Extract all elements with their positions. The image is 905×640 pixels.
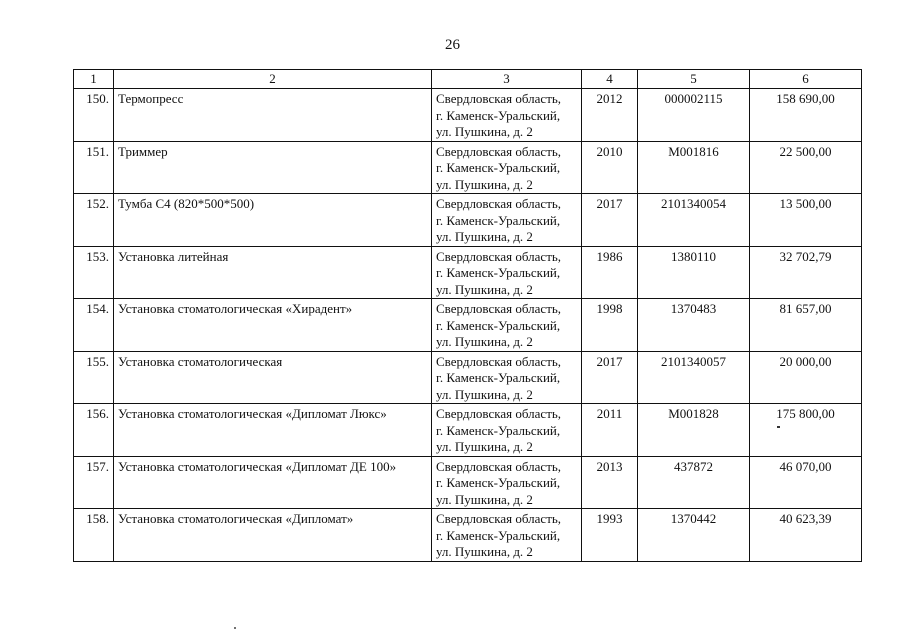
address-line: Свердловская область, [436, 511, 562, 526]
address-line: ул. Пушкина, д. 2 [436, 124, 533, 139]
year-cell: 2017 [582, 194, 638, 247]
address-line: г. Каменск-Уральский, [436, 265, 561, 280]
row-number-cell: 151. [74, 141, 114, 194]
header-row [74, 70, 862, 89]
row-number-cell: 153. [74, 246, 114, 299]
item-name-cell: Установка стоматологическая «Дипломат» [114, 509, 432, 562]
address-line: г. Каменск-Уральский, [436, 475, 561, 490]
address-line: ул. Пушкина, д. 2 [436, 544, 533, 559]
address-line: Свердловская область, [436, 143, 562, 159]
address-line: ул. Пушкина, д. 2 [436, 334, 533, 349]
table-row [74, 194, 862, 247]
cost-cell: 13 500,00 [750, 194, 862, 247]
address-cell [432, 456, 582, 509]
row-number-cell: 155. [74, 351, 114, 404]
table-row [74, 404, 862, 457]
row-number-cell: 158. [74, 509, 114, 562]
inventory-number-cell: М001828 [638, 404, 750, 457]
address-line: Свердловская область, [436, 458, 562, 474]
address-cell [432, 194, 582, 247]
cost-cell: 158 690,00 [750, 89, 862, 142]
year-cell: 1993 [582, 509, 638, 562]
cost-cell: 46 070,00 [750, 456, 862, 509]
inventory-table [73, 69, 862, 562]
table-row [74, 246, 862, 299]
item-name-cell: Термопресс [114, 89, 432, 142]
table-header [74, 70, 862, 89]
item-name-cell: Установка стоматологическая «Дипломат Люкс» [114, 404, 432, 457]
row-number-cell: 157. [74, 456, 114, 509]
item-name-cell: Установка стоматологическая [114, 351, 432, 404]
scan-mark [234, 627, 236, 629]
inventory-number-cell: 2101340054 [638, 194, 750, 247]
year-cell: 1998 [582, 299, 638, 352]
address-line: ул. Пушкина, д. 2 [436, 491, 533, 507]
column-header: 5 [638, 70, 750, 89]
year-cell: 2012 [582, 89, 638, 142]
item-name-cell: Триммер [114, 141, 432, 194]
address-line: ул. Пушкина, д. 2 [436, 281, 533, 297]
address-line: ул. Пушкина, д. 2 [436, 386, 533, 402]
address-line: г. Каменск-Уральский, [436, 107, 561, 123]
table-row [74, 351, 862, 404]
address-line: Свердловская область, [436, 91, 562, 106]
table-row [74, 299, 862, 352]
column-header: 2 [114, 70, 432, 89]
row-number-cell: 152. [74, 194, 114, 247]
row-number-cell: 154. [74, 299, 114, 352]
address-line: Свердловская область, [436, 353, 562, 369]
address-line: ул. Пушкина, д. 2 [436, 176, 533, 192]
page-number: 26 [445, 37, 460, 53]
address-line: г. Каменск-Уральский, [436, 527, 561, 543]
cost-cell: 40 623,39 [750, 509, 862, 562]
address-line: Свердловская область, [436, 196, 562, 211]
address-line: г. Каменск-Уральский, [436, 370, 561, 385]
item-name-cell: Установка стоматологическая «Хирадент» [114, 299, 432, 352]
scan-mark [777, 426, 780, 428]
item-name-cell: Тумба С4 (820*500*500) [114, 194, 432, 247]
table-row [74, 89, 862, 142]
address-cell [432, 299, 582, 352]
column-header: 1 [74, 70, 114, 89]
item-name-cell: Установка литейная [114, 246, 432, 299]
inventory-number-cell: 1370442 [638, 509, 750, 562]
row-number-cell: 150. [74, 89, 114, 142]
address-cell [432, 141, 582, 194]
cost-cell: 20 000,00 [750, 351, 862, 404]
address-cell [432, 404, 582, 457]
table-body [74, 89, 862, 562]
inventory-number-cell: 2101340057 [638, 351, 750, 404]
column-header: 6 [750, 70, 862, 89]
table-row [74, 456, 862, 509]
address-line: Свердловская область, [436, 301, 562, 316]
address-line: ул. Пушкина, д. 2 [436, 229, 533, 244]
inventory-number-cell: 1370483 [638, 299, 750, 352]
address-line: г. Каменск-Уральский, [436, 212, 561, 228]
item-name-cell: Установка стоматологическая «Дипломат ДЕ 100» [114, 456, 432, 509]
year-cell: 2010 [582, 141, 638, 194]
row-number-cell: 156. [74, 404, 114, 457]
inventory-number-cell: 1380110 [638, 246, 750, 299]
address-line: Свердловская область, [436, 248, 562, 264]
address-cell [432, 246, 582, 299]
year-cell: 1986 [582, 246, 638, 299]
address-cell [432, 89, 582, 142]
inventory-number-cell: 000002115 [638, 89, 750, 142]
table-row [74, 141, 862, 194]
year-cell: 2011 [582, 404, 638, 457]
column-header: 3 [432, 70, 582, 89]
address-cell [432, 509, 582, 562]
cost-cell: 22 500,00 [750, 141, 862, 194]
cost-cell: 81 657,00 [750, 299, 862, 352]
cost-cell: 32 702,79 [750, 246, 862, 299]
column-header: 4 [582, 70, 638, 89]
inventory-number-cell: 437872 [638, 456, 750, 509]
inventory-number-cell: М001816 [638, 141, 750, 194]
address-line: г. Каменск-Уральский, [436, 317, 561, 333]
year-cell: 2013 [582, 456, 638, 509]
address-line: г. Каменск-Уральский, [436, 160, 561, 175]
address-line: Свердловская область, [436, 406, 562, 421]
year-cell: 2017 [582, 351, 638, 404]
address-cell [432, 351, 582, 404]
address-line: ул. Пушкина, д. 2 [436, 439, 533, 454]
cost-cell: 175 800,00 [750, 404, 862, 457]
table-row [74, 509, 862, 562]
address-line: г. Каменск-Уральский, [436, 422, 561, 438]
